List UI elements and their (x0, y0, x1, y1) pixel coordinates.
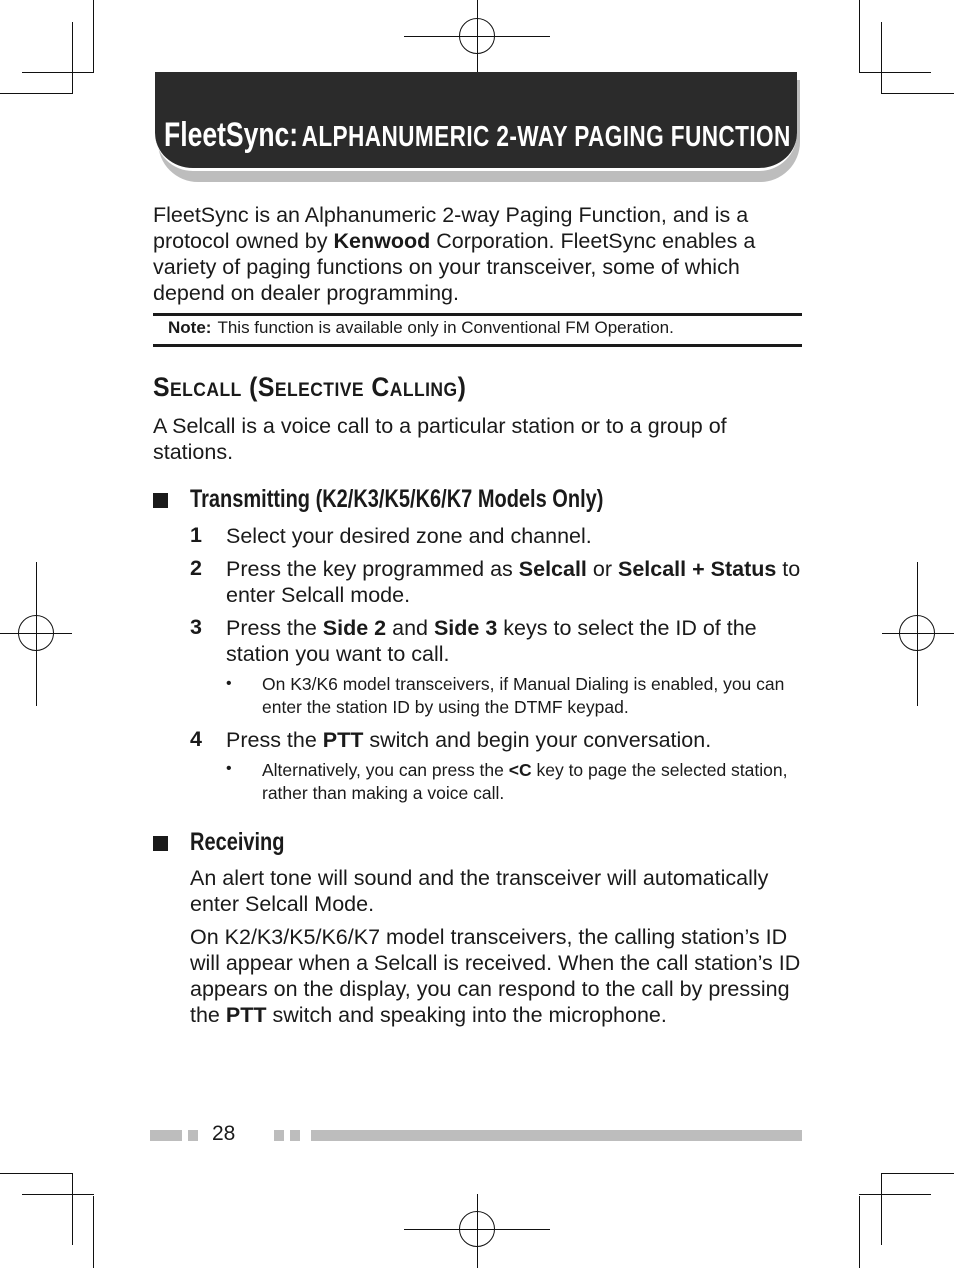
step-number: 2 (190, 556, 202, 580)
footer-bar (188, 1130, 198, 1141)
bullet-icon: • (226, 760, 232, 777)
intro-brand-name: Kenwood (333, 229, 431, 253)
bullet-text: Alternatively, you can press the <C key to page the selected station, rather than making a voice call. (262, 760, 788, 803)
step-number: 1 (190, 523, 202, 547)
step-number: 3 (190, 615, 202, 639)
key-name: Selcall + Status (617, 557, 777, 581)
intro-text-1: FleetSync is an Alphanumeric 2-way Paging Function, and is a protocol owned by (153, 203, 749, 253)
page-number: 28 (212, 1122, 236, 1145)
selcall-description: A Selcall is a voice call to a particular station or to a group of stations. (153, 414, 727, 464)
intro-text-2: Corporation. FleetSync enables a variety of paging functions on your transceiver, some of which depend on dealer programming. (153, 229, 756, 305)
note-top-rule (153, 313, 802, 316)
square-bullet-icon (153, 836, 168, 851)
step-text: Press the PTT switch and begin your conversation. (226, 728, 712, 752)
note-bottom-rule (153, 344, 802, 347)
footer-bar (311, 1130, 802, 1141)
receiving-paragraph: An alert tone will sound and the transceiver will automatically enter Selcall Mode. (190, 866, 769, 916)
note-text: This function is available only in Conventional FM Operation. (217, 318, 674, 337)
square-bullet-icon (153, 493, 168, 508)
key-name: <C (508, 760, 532, 780)
subheading-receiving: Receiving (190, 828, 285, 856)
key-name: PTT (322, 728, 364, 752)
key-name: Side 3 (433, 616, 498, 640)
intro-paragraph (153, 202, 803, 306)
footer-bar (274, 1130, 284, 1141)
key-name: Selcall (518, 557, 587, 581)
note-label: Note: (168, 318, 212, 337)
bullet-icon: • (226, 675, 232, 692)
step-text: Press the Side 2 and Side 3 keys to select the ID of the station you want to call. (226, 616, 757, 666)
step-text: Press the key programmed as Selcall or Selcall + Status to enter Selcall mode. (226, 557, 801, 607)
note (168, 317, 798, 339)
footer-bar (290, 1130, 300, 1141)
page-title (164, 116, 791, 155)
key-name: PTT (225, 1003, 267, 1027)
page-title-brand: FleetSync: (164, 116, 299, 154)
key-name: Side 2 (322, 616, 387, 640)
section-heading-selcall: Selcall (Selective Calling) (153, 372, 467, 402)
bullet-text: On K3/K6 model transceivers, if Manual Dialing is enabled, you can enter the station ID by using the DTMF keypad. (262, 674, 785, 717)
subheading-transmitting: Transmitting (K2/K3/K5/K6/K7 Models Only) (190, 485, 604, 513)
step-text: Select your desired zone and channel. (226, 524, 592, 548)
step-number: 4 (190, 727, 202, 751)
receiving-paragraph: On K2/K3/K5/K6/K7 model transceivers, the calling station’s ID will appear when a Selcall is received. When the call station’s ID appears on the display, you can respond to the call by pressing the PTT switch and speaking into the microphone. (190, 925, 801, 1027)
footer-bar (150, 1130, 182, 1141)
page-title-rest: ALPHANUMERIC 2-WAY PAGING FUNCTION (301, 121, 791, 153)
